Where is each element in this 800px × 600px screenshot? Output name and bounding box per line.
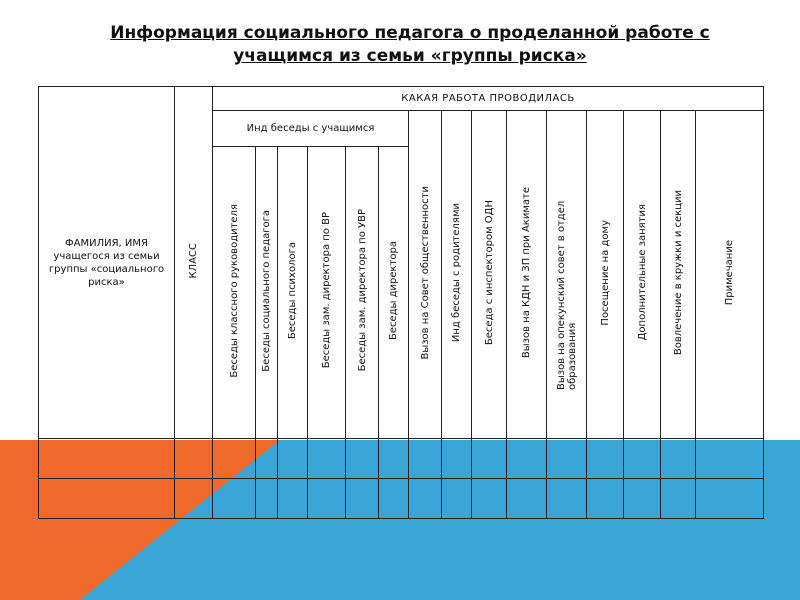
table-cell[interactable] [213, 439, 256, 479]
header-col-label: Вызов на опекунский совет в отдел образования [555, 200, 578, 390]
table-cell[interactable] [661, 479, 696, 519]
table-cell[interactable] [213, 479, 256, 519]
header-col [409, 111, 442, 439]
table-cell[interactable] [409, 439, 442, 479]
table-cell[interactable] [696, 439, 764, 479]
header-col [624, 111, 661, 439]
table-row [39, 439, 764, 479]
table-cell[interactable] [587, 479, 624, 519]
table-cell[interactable] [346, 439, 379, 479]
header-talk-col [379, 147, 409, 439]
table-cell[interactable] [442, 439, 472, 479]
header-col-label: Инд беседы с родителями [451, 202, 462, 343]
header-class [175, 87, 213, 439]
table-cell[interactable] [547, 479, 587, 519]
header-col-label: Вызов на Совет общественности [419, 185, 431, 360]
header-talk-label: Беседы зам. директора по ВР [321, 212, 332, 369]
table-cell[interactable] [379, 479, 409, 519]
header-col-label: Беседа с инспектором ОДН [483, 199, 495, 346]
header-talk-col [213, 147, 256, 439]
header-talk-col [256, 147, 278, 439]
table-cell[interactable] [507, 439, 547, 479]
table-cell[interactable] [472, 439, 507, 479]
header-col-label: Дополнительные занятия [636, 204, 648, 341]
table-cell[interactable] [175, 479, 213, 519]
table-cell[interactable] [507, 479, 547, 519]
header-name: ФАМИЛИЯ, ИМЯ учащегося из семьи группы «социального риска» [39, 87, 175, 439]
table-cell[interactable] [278, 479, 308, 519]
header-class-label: КЛАСС [188, 243, 199, 279]
table-cell[interactable] [256, 439, 278, 479]
header-talks-subgroup: Инд беседы с учащимся [213, 111, 409, 147]
table-cell[interactable] [696, 479, 764, 519]
header-col [661, 111, 696, 439]
table-cell[interactable] [624, 479, 661, 519]
table-cell[interactable] [256, 479, 278, 519]
header-col-label: Примечание [724, 239, 735, 306]
report-table [38, 86, 764, 519]
table-cell[interactable] [442, 479, 472, 519]
table-cell[interactable] [175, 439, 213, 479]
header-talk-label: Беседы классного руководителя [228, 203, 240, 378]
header-col-note [696, 111, 764, 439]
table-cell[interactable] [308, 479, 346, 519]
table-cell[interactable] [472, 479, 507, 519]
header-talk-col [278, 147, 308, 439]
header-col-label: Вовлечение в кружки и секции [672, 189, 684, 356]
table-cell[interactable] [624, 439, 661, 479]
table-cell[interactable] [587, 439, 624, 479]
table-cell[interactable] [661, 439, 696, 479]
table-cell[interactable] [39, 479, 175, 519]
header-col [507, 111, 547, 439]
table-cell[interactable] [346, 479, 379, 519]
header-talk-label: Беседы зам. директора по УВР [356, 209, 368, 372]
header-col-label: Вызов на КДН и ЗП при Акимате [521, 186, 532, 359]
table-row [39, 479, 764, 519]
header-col [547, 111, 587, 439]
header-talk-label: Беседы социального педагога [261, 209, 272, 372]
header-talk-col [346, 147, 379, 439]
header-talk-label: Беседы директора [388, 240, 399, 341]
header-work-group: КАКАЯ РАБОТА ПРОВОДИЛАСЬ [213, 87, 764, 111]
header-talk-label: Беседы психолога [287, 241, 298, 340]
table-cell[interactable] [308, 439, 346, 479]
header-talk-col [308, 147, 346, 439]
table-cell[interactable] [547, 439, 587, 479]
table-cell[interactable] [379, 439, 409, 479]
table-cell[interactable] [39, 439, 175, 479]
header-col [442, 111, 472, 439]
header-col [587, 111, 624, 439]
page-title: Информация социального педагога о проделанной работе с учащимся из семьи «группы риска» [110, 23, 710, 66]
header-col [472, 111, 507, 439]
header-col-label: Посещение на дому [599, 219, 611, 326]
table-cell[interactable] [278, 439, 308, 479]
table-cell[interactable] [409, 479, 442, 519]
